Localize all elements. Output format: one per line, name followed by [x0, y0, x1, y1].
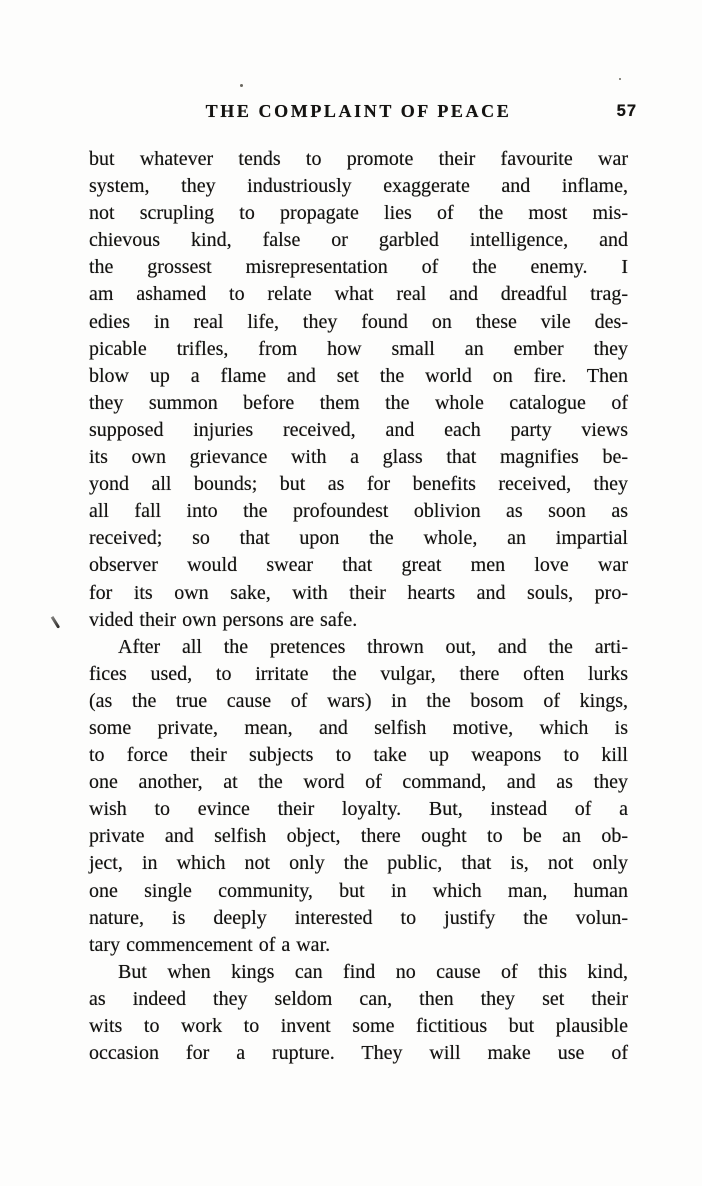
- text-line: private and selfish object, there ought to be an ob-: [89, 825, 628, 848]
- text-line: ject, in which not only the public, that is, not only: [89, 852, 628, 875]
- text-line: occasion for a rupture. They will make use of: [89, 1042, 628, 1065]
- text-line: they summon before them the whole catalogue of: [89, 391, 628, 414]
- text-line: am ashamed to relate what real and dreadful trag-: [89, 283, 628, 306]
- text-line: observer would swear that great men love war: [89, 554, 628, 577]
- text-line: to force their subjects to take up weapons to kill: [89, 744, 628, 767]
- text-line: vided their own persons are safe.: [89, 608, 358, 631]
- text-line: edies in real life, they found on these vile des-: [89, 310, 628, 333]
- ink-speck: [240, 84, 243, 87]
- text-line: blow up a flame and set the world on fire. Then: [89, 364, 628, 387]
- page-header: [89, 101, 637, 125]
- text-line: supposed injuries received, and each party views: [89, 418, 628, 441]
- margin-ink-mark: [51, 616, 60, 628]
- page-number: 57: [616, 102, 637, 120]
- text-line: But when kings can find no cause of this kind,: [118, 960, 628, 983]
- text-line: for its own sake, with their hearts and souls, pro-: [89, 581, 628, 604]
- text-line: some private, mean, and selfish motive, which is: [89, 716, 628, 739]
- text-line: wish to evince their loyalty. But, instead of a: [89, 798, 628, 821]
- text-line: all fall into the profoundest oblivion as soon as: [89, 500, 628, 523]
- text-line: nature, is deeply interested to justify the volun-: [89, 906, 628, 929]
- text-line: chievous kind, false or garbled intelligence, and: [89, 229, 628, 252]
- text-line: (as the true cause of wars) in the bosom of kings,: [89, 689, 628, 712]
- text-line: one another, at the word of command, and as they: [89, 771, 628, 794]
- text-line: After all the pretences thrown out, and the arti-: [118, 635, 628, 658]
- page-body: [89, 146, 628, 1067]
- text-line: fices used, to irritate the vulgar, there often lurks: [89, 662, 628, 685]
- text-line: as indeed they seldom can, then they set their: [89, 987, 628, 1010]
- text-line: wits to work to invent some fictitious but plausible: [89, 1015, 628, 1037]
- text-line: but whatever tends to promote their favourite war: [89, 148, 628, 170]
- text-line: the grossest misrepresentation of the enemy. I: [89, 256, 628, 279]
- text-line: yond all bounds; but as for benefits received, they: [89, 473, 628, 496]
- text-line: picable trifles, from how small an ember they: [89, 337, 628, 360]
- text-line: system, they industriously exaggerate and inflame,: [89, 175, 628, 198]
- text-line: received; so that upon the whole, an impartial: [89, 527, 628, 550]
- text-line: one single community, but in which man, human: [89, 879, 628, 902]
- text-line: its own grievance with a glass that magnifies be-: [89, 446, 628, 469]
- text-line: tary commencement of a war.: [89, 933, 331, 956]
- text-line: not scrupling to propagate lies of the most mis-: [89, 202, 628, 225]
- ink-speck: [619, 78, 621, 80]
- running-title: THE COMPLAINT OF PEACE: [205, 101, 512, 121]
